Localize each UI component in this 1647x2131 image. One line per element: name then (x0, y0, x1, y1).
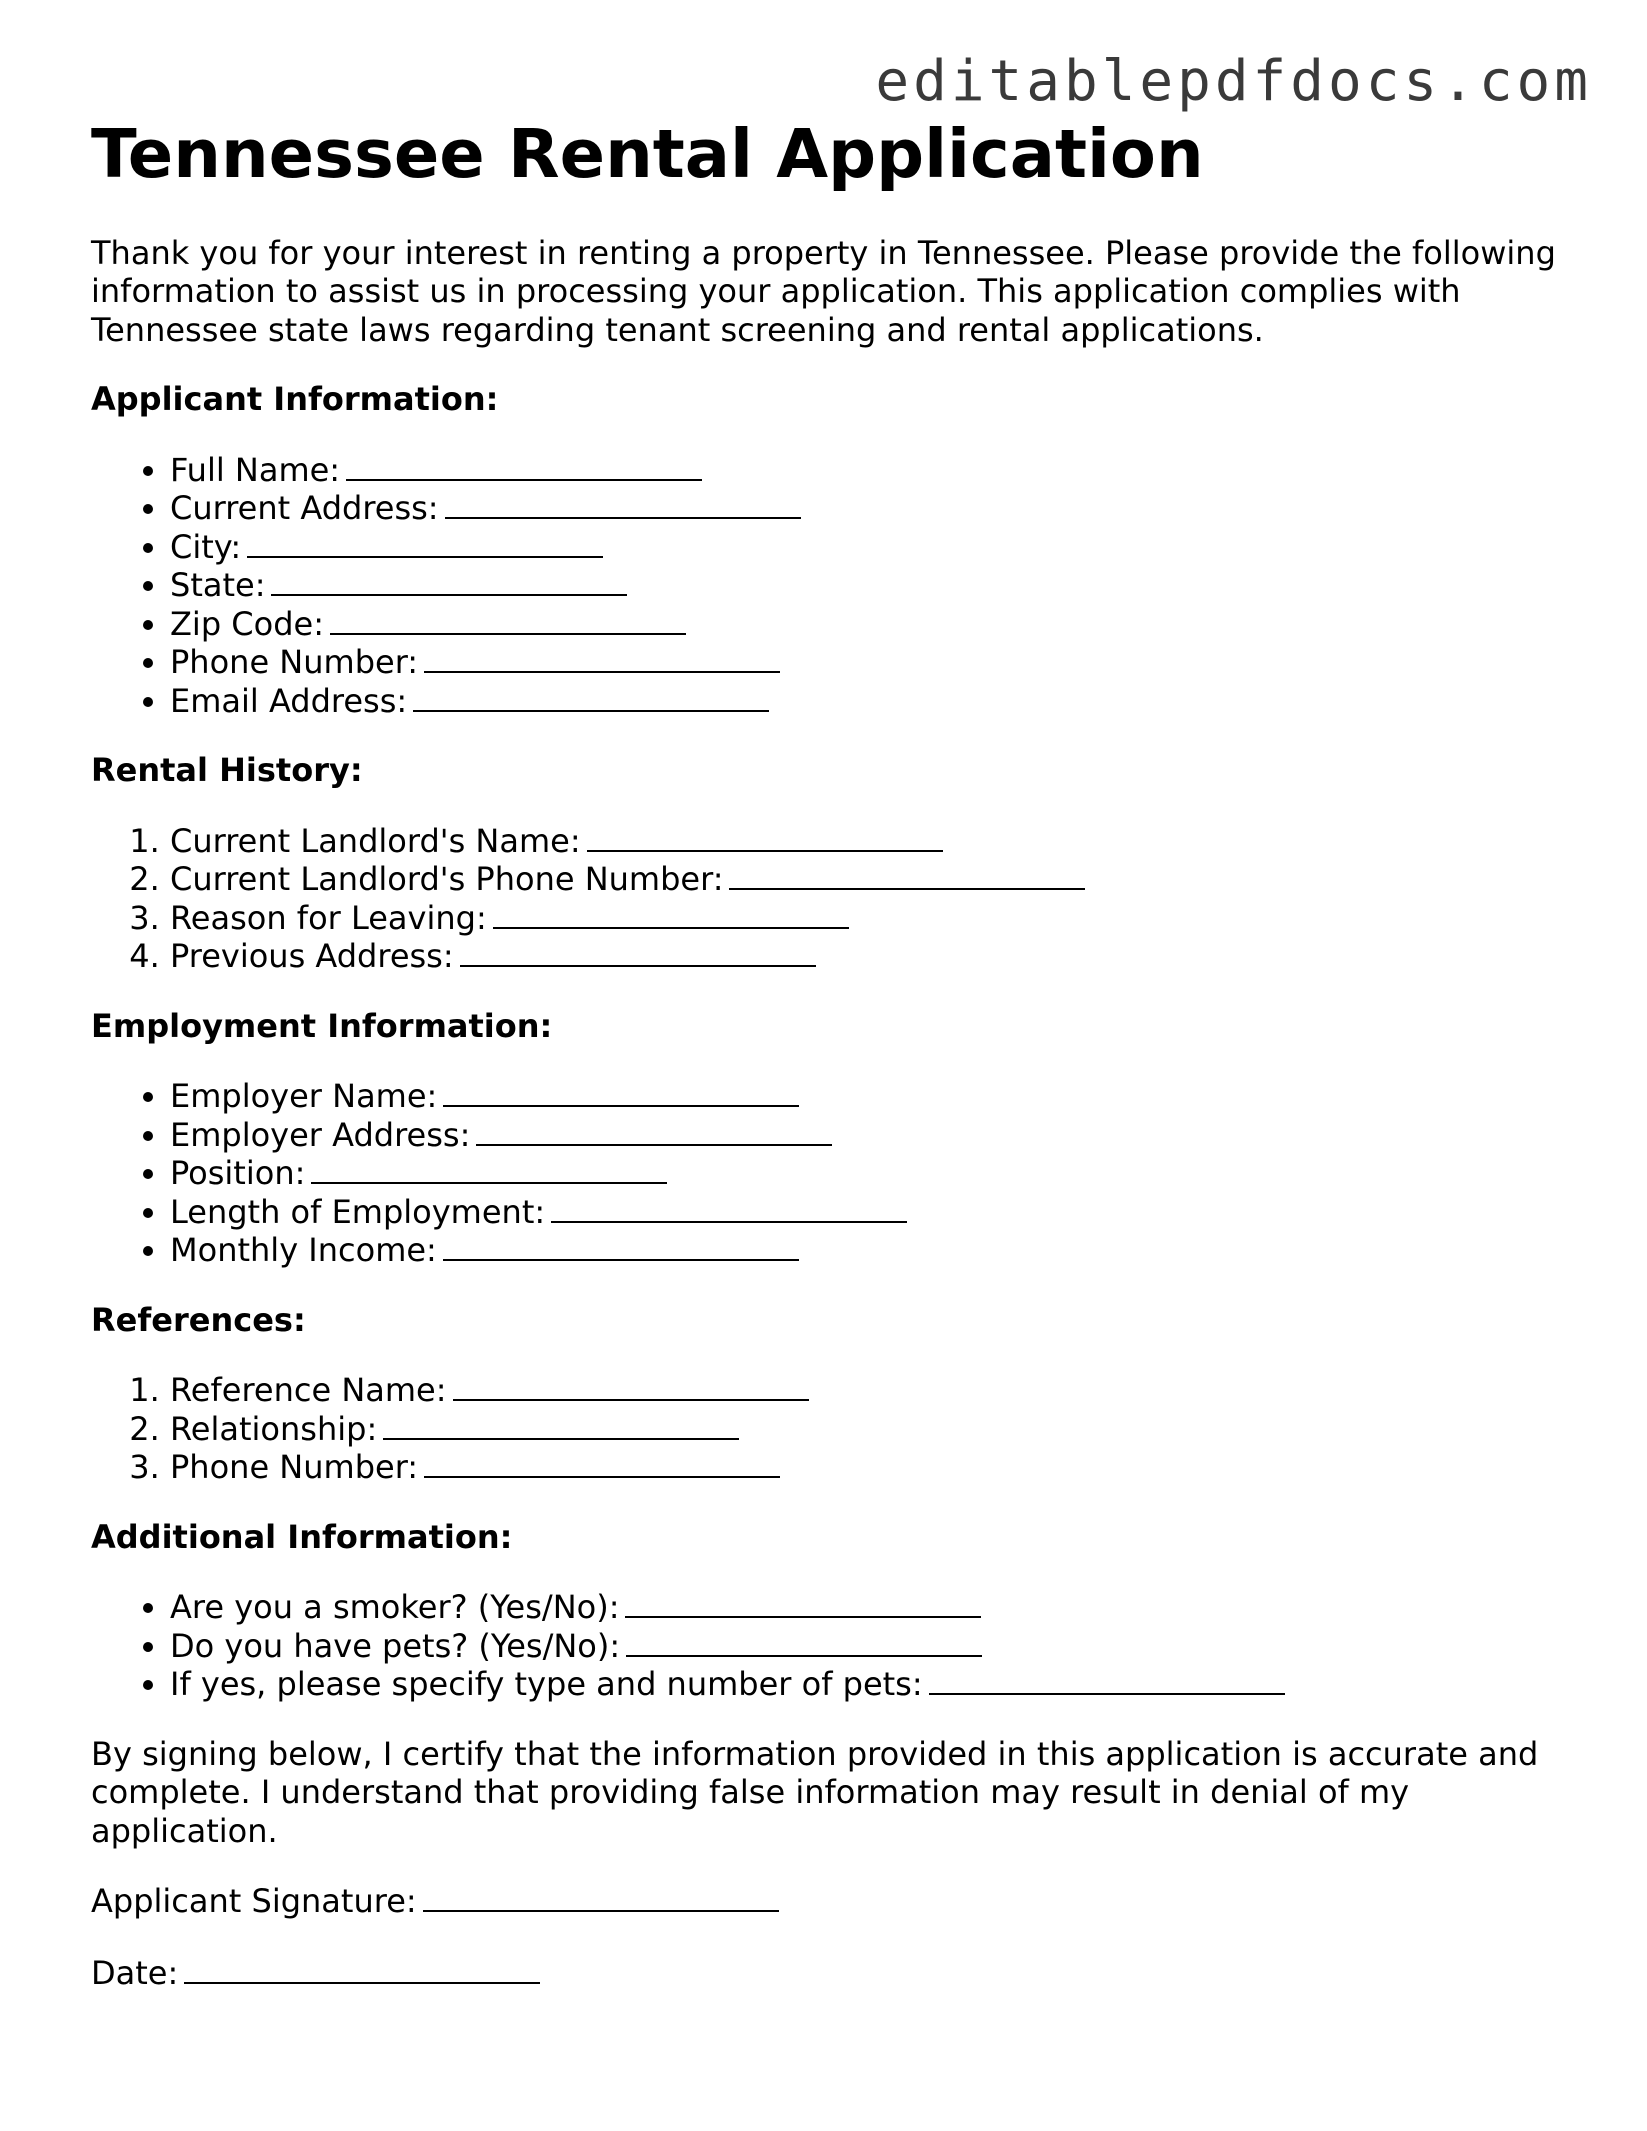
reason-for-leaving-blank[interactable] (493, 900, 849, 929)
reference-phone-blank[interactable] (424, 1449, 780, 1478)
section-heading-applicant: Applicant Information: (91, 380, 499, 419)
position-blank[interactable] (311, 1155, 667, 1184)
field-phone-number (170, 643, 1571, 682)
field-label: Current Address: (170, 489, 439, 528)
signature-label: Applicant Signature: (91, 1882, 417, 1921)
field-position (170, 1154, 1571, 1193)
field-label: Do you have pets? (Yes/No): (170, 1626, 621, 1665)
landlord-phone-blank[interactable] (729, 861, 1085, 890)
relationship-blank[interactable] (383, 1411, 739, 1440)
field-label: Are you a smoker? (Yes/No): (170, 1588, 620, 1627)
state-blank[interactable] (271, 567, 627, 596)
field-label: Position: (170, 1154, 306, 1193)
phone-number-blank[interactable] (424, 644, 780, 673)
field-label: Zip Code: (170, 604, 324, 643)
field-reference-phone (170, 1448, 1571, 1487)
city-blank[interactable] (247, 529, 603, 558)
section-heading-references: References: (91, 1300, 306, 1339)
field-label: City: (170, 527, 242, 566)
reference-name-blank[interactable] (453, 1372, 809, 1401)
rental-history-fields-list (91, 822, 1571, 976)
certification-paragraph: By signing below, I certify that the information provided in this application is accurate and complete. I understand that providing false information may result in denial of my application. (91, 1734, 1539, 1850)
field-label: Reason for Leaving: (170, 898, 487, 937)
field-label: Email Address: (170, 681, 408, 720)
date-label: Date: (91, 1953, 179, 1992)
current-address-blank[interactable] (445, 490, 801, 519)
field-city (170, 528, 1571, 567)
field-label: Reference Name: (170, 1371, 447, 1410)
field-previous-address (170, 937, 1571, 976)
field-pets (170, 1627, 1571, 1666)
field-label: If yes, please specify type and number of pets: (170, 1665, 923, 1704)
intro-paragraph: Thank you for your interest in renting a property in Tennessee. Please provide the following information to assist us in processing your application. This application complies with Tennessee state laws regarding tenant screening and rental applications. (91, 233, 1556, 349)
employer-name-blank[interactable] (443, 1078, 799, 1107)
field-landlord-name (170, 822, 1571, 861)
field-reason-for-leaving (170, 899, 1571, 938)
field-label: Current Landlord's Name: (170, 821, 581, 860)
page-title: Tennessee Rental Application (91, 115, 1204, 193)
field-email-address (170, 682, 1571, 721)
field-pets-detail (170, 1665, 1571, 1704)
employment-fields-list (91, 1077, 1571, 1270)
field-employer-name (170, 1077, 1571, 1116)
field-label: Phone Number: (170, 643, 419, 682)
length-of-employment-blank[interactable] (551, 1194, 907, 1223)
field-label: Employer Address: (170, 1115, 471, 1154)
field-full-name (170, 451, 1571, 490)
references-fields-list (91, 1371, 1571, 1487)
section-heading-additional: Additional Information: (91, 1517, 513, 1556)
watermark: editablepdfdocs.com (875, 49, 1592, 114)
date-line (91, 1954, 1571, 1993)
full-name-blank[interactable] (346, 452, 702, 481)
field-label: Monthly Income: (170, 1231, 437, 1270)
field-label: Current Landlord's Phone Number: (170, 860, 724, 899)
field-label: Full Name: (170, 450, 341, 489)
section-heading-employment: Employment Information: (91, 1006, 553, 1045)
monthly-income-blank[interactable] (443, 1232, 799, 1261)
field-zip-code (170, 605, 1571, 644)
previous-address-blank[interactable] (460, 938, 816, 967)
pets-blank[interactable] (626, 1628, 982, 1657)
section-heading-rental-history: Rental History: (91, 751, 363, 790)
field-smoker (170, 1588, 1571, 1627)
email-address-blank[interactable] (413, 683, 769, 712)
field-label: State: (170, 566, 266, 605)
zip-code-blank[interactable] (330, 606, 686, 635)
employer-address-blank[interactable] (476, 1117, 832, 1146)
field-current-address (170, 489, 1571, 528)
field-label: Employer Name: (170, 1077, 438, 1116)
additional-fields-list (91, 1588, 1571, 1704)
field-label: Length of Employment: (170, 1192, 546, 1231)
field-state (170, 566, 1571, 605)
field-monthly-income (170, 1231, 1571, 1270)
field-label: Relationship: (170, 1409, 378, 1448)
pets-detail-blank[interactable] (929, 1666, 1285, 1695)
date-blank[interactable] (184, 1955, 540, 1984)
document-page (91, 115, 1571, 1992)
field-landlord-phone (170, 860, 1571, 899)
signature-blank[interactable] (423, 1883, 779, 1912)
field-reference-name (170, 1371, 1571, 1410)
field-employer-address (170, 1116, 1571, 1155)
signature-line (91, 1882, 1571, 1921)
field-length-of-employment (170, 1193, 1571, 1232)
landlord-name-blank[interactable] (587, 823, 943, 852)
applicant-fields-list (91, 451, 1571, 721)
field-label: Phone Number: (170, 1448, 419, 1487)
smoker-blank[interactable] (625, 1589, 981, 1618)
field-label: Previous Address: (170, 937, 454, 976)
field-relationship (170, 1410, 1571, 1449)
